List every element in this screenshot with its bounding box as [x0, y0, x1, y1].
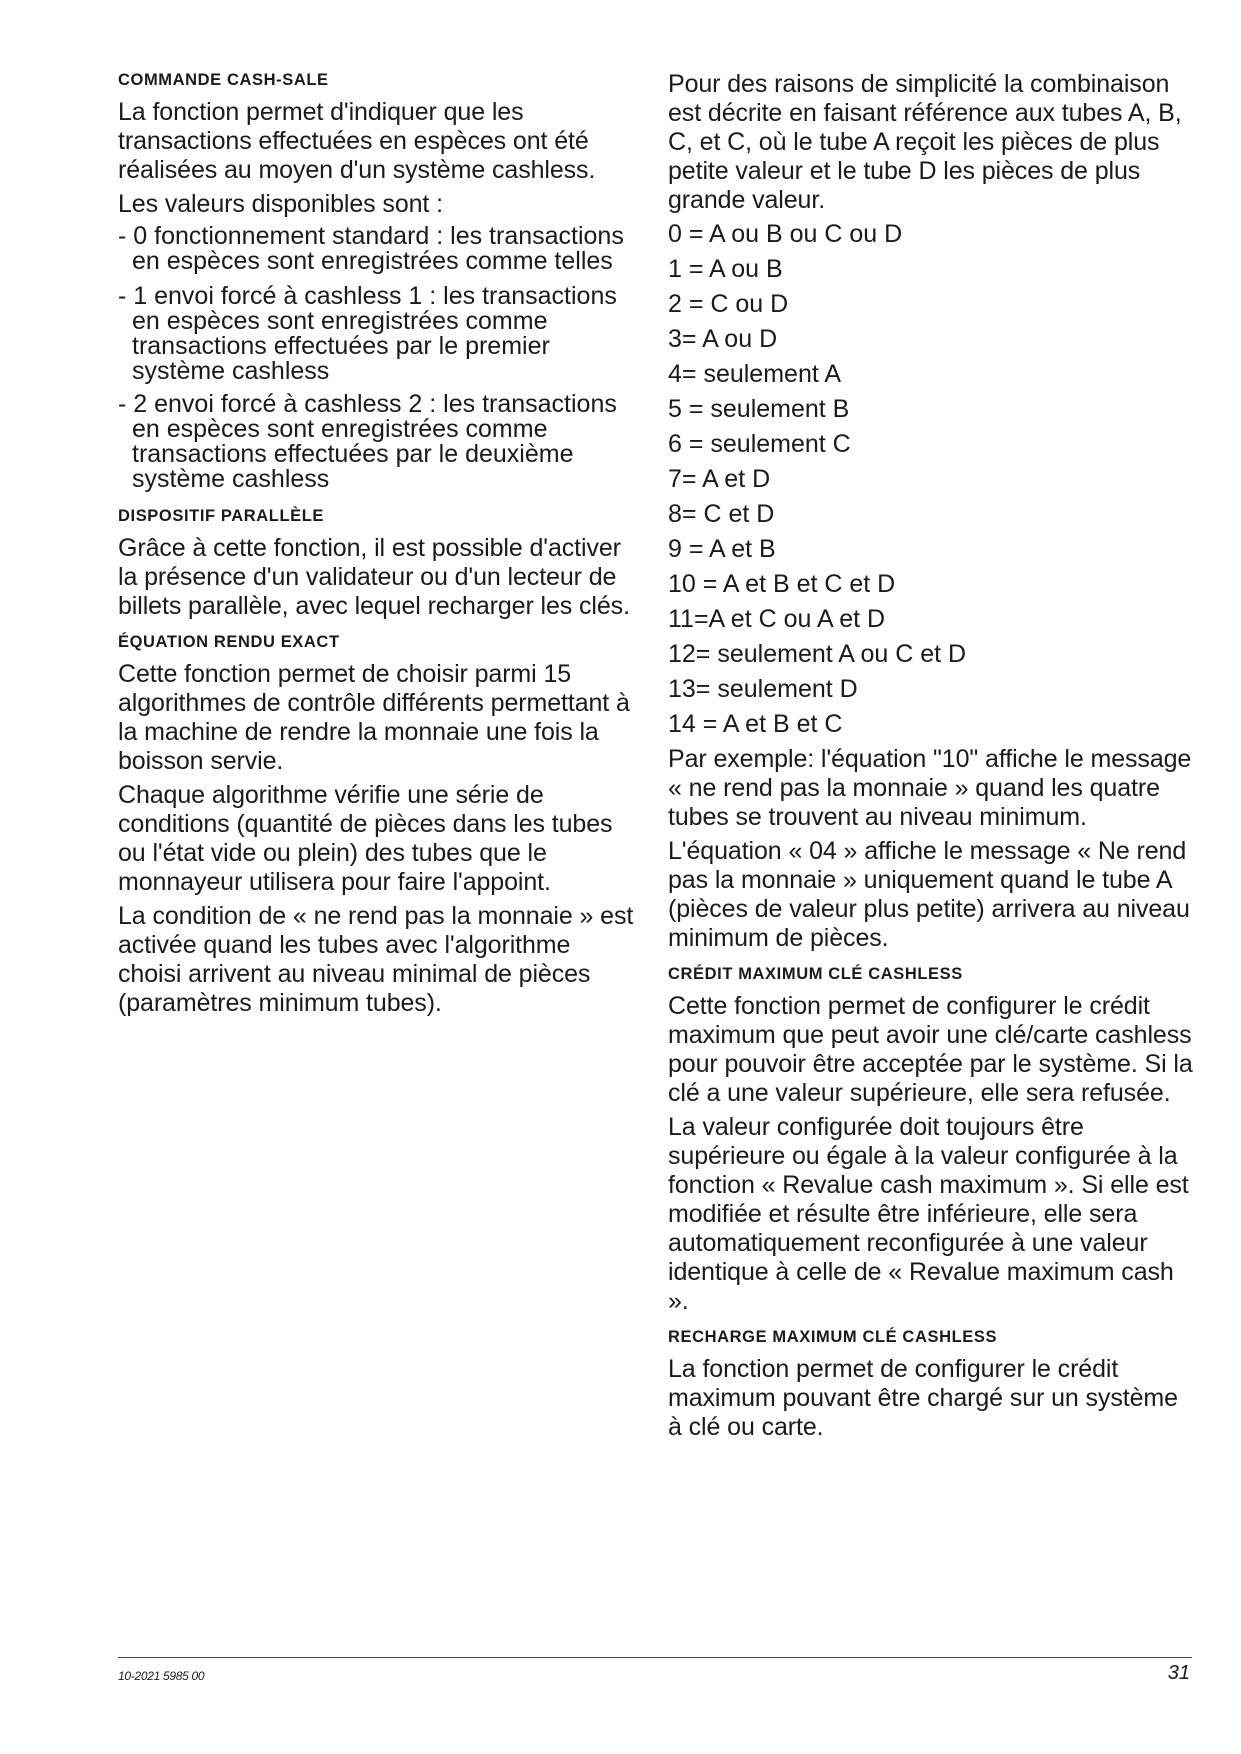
- cash-sale-description: La fonction permet d'indiquer que les transactions effectuées en espèces ont été réalisées au moyen d'un système cashless.: [118, 98, 596, 184]
- equation-item: 9 = A et B: [668, 535, 776, 563]
- exact-change-p1: Cette fonction permet de choisir parmi 15 algorithmes de contrôle différents permettant à la machine de rendre la monnaie une fois la boisson servie.: [118, 660, 630, 775]
- tubes-intro: Pour des raisons de simplicité la combinaison est décrite en faisant référence aux tubes A, B, C, et C, où le tube A reçoit les pièces de plus petite valeur et le tube D les pièces de plus grande valeur.: [668, 70, 1182, 214]
- equation-item: 13= seulement D: [668, 675, 858, 703]
- parallel-device-description: Grâce à cette fonction, il est possible d'activer la présence d'un validateur ou d'un lecteur de billets parallèle, avec lequel recharger les clés.: [118, 534, 630, 620]
- list-item: - 0 fonctionnement standard : les transactions en espèces sont enregistrées comme telles: [118, 222, 624, 275]
- left-column: [118, 70, 638, 1023]
- equation-item: 6 = seulement C: [668, 430, 851, 458]
- list-item: - 2 envoi forcé à cashless 2 : les transactions en espèces sont enregistrées comme transactions effectuées par le deuxième système cashless: [118, 390, 617, 493]
- equation-item: 12= seulement A ou C et D: [668, 640, 967, 668]
- equation-item: 8= C et D: [668, 500, 775, 528]
- list-item: - 1 envoi forcé à cashless 1 : les transactions en espèces sont enregistrées comme transactions effectuées par le premier système cashless: [118, 282, 617, 385]
- exact-change-p3: La condition de « ne rend pas la monnaie » est activée quand les tubes avec l'algorithme choisi arrivent au niveau minimal de pièces (paramètres minimum tubes).: [118, 902, 634, 1017]
- credit-max-p1: Cette fonction permet de configurer le crédit maximum que peut avoir une clé/carte cashless pour pouvoir être acceptée par le système. Si la clé a une valeur supérieure, elle sera refusée.: [668, 992, 1193, 1107]
- equation-item: 7= A et D: [668, 465, 771, 493]
- page-number: 31: [1167, 1662, 1190, 1684]
- equation-item: 2 = C ou D: [668, 290, 789, 318]
- recharge-max-p1: La fonction permet de configurer le crédit maximum pouvant être chargé sur un système à clé ou carte.: [668, 1355, 1178, 1441]
- equation-item: 14 = A et B et C: [668, 710, 843, 738]
- equation-item: 1 = A ou B: [668, 255, 783, 283]
- right-column: [668, 70, 1198, 1447]
- cash-sale-values-intro: Les valeurs disponibles sont :: [118, 190, 443, 218]
- equation-item: 3= A ou D: [668, 325, 778, 353]
- equation-item: 0 = A ou B ou C ou D: [668, 220, 903, 248]
- section-heading-exact-change: ÉQUATION RENDU EXACT: [118, 633, 340, 651]
- equation-item: 5 = seulement B: [668, 395, 850, 423]
- section-heading-cash-sale: COMMANDE CASH-SALE: [118, 71, 329, 89]
- footer-divider: [118, 1657, 1192, 1658]
- example-equation-10: Par exemple: l'équation "10" affiche le message « ne rend pas la monnaie » quand les quatre tubes se trouvent au niveau minimum.: [668, 745, 1192, 831]
- example-equation-04: L'équation « 04 » affiche le message « Ne rend pas la monnaie » uniquement quand le tube A (pièces de valeur plus petite) arrivera au niveau minimum de pièces.: [668, 837, 1190, 952]
- equation-item: 11=A et C ou A et D: [668, 605, 886, 633]
- section-heading-credit-max: CRÉDIT MAXIMUM CLÉ CASHLESS: [668, 965, 963, 983]
- section-heading-recharge-max: RECHARGE MAXIMUM CLÉ CASHLESS: [668, 1328, 998, 1346]
- equation-item: 10 = A et B et C et D: [668, 570, 896, 598]
- exact-change-p2: Chaque algorithme vérifie une série de conditions (quantité de pièces dans les tubes ou l'état vide ou plein) des tubes que le monnayeur utilisera pour faire l'appoint.: [118, 781, 613, 896]
- credit-max-p2: La valeur configurée doit toujours être supérieure ou égale à la valeur configurée à la fonction « Revalue cash maximum ». Si elle est modifiée et résulte être inférieure, elle sera automatiquement reconfigurée à une valeur identique à celle de « Revalue maximum cash ».: [668, 1113, 1189, 1315]
- section-heading-parallel-device: DISPOSITIF PARALLÈLE: [118, 507, 325, 525]
- equation-item: 4= seulement A: [668, 360, 842, 388]
- footer-doc-code: 10-2021 5985 00: [118, 1669, 205, 1683]
